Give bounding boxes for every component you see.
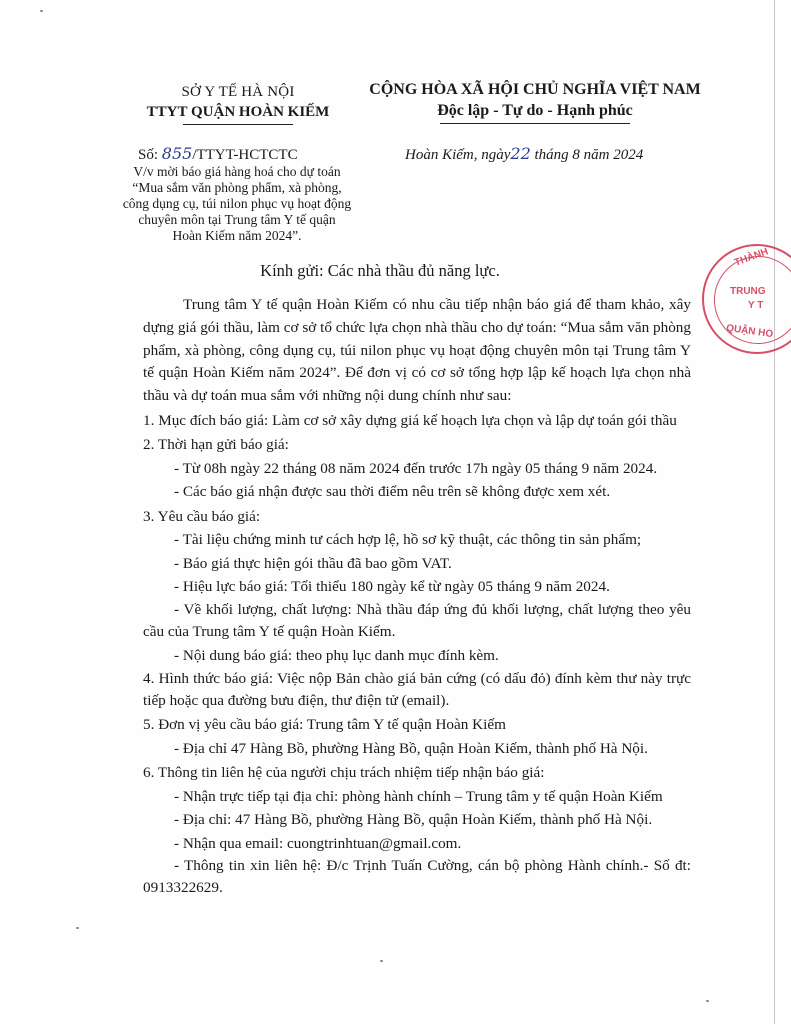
stamp-text: THÀNH [733, 246, 770, 269]
place-date-after: tháng 8 năm 2024 [530, 147, 644, 163]
subject-line: V/v mời báo giá hàng hoá cho dự toán [133, 164, 341, 179]
section-4: 4. Hình thức báo giá: Việc nộp Bản chào giá bản cứng (có dấu đỏ) đính kèm thư này trực tiếp hoặc qua đường bưu điện, thư điện tử (email). [143, 670, 691, 710]
section-6: 6. Thông tin liên hệ của người chịu trách nhiệm tiếp nhận báo giá: [143, 764, 545, 782]
unit-underline [183, 124, 293, 125]
scan-speck [706, 1000, 709, 1002]
section-6-bullet: - Nhận trực tiếp tại địa chỉ: phòng hành chính – Trung tâm y tế quận Hoàn Kiếm [174, 787, 663, 805]
scan-speck [380, 960, 383, 962]
section-5: 5. Đơn vị yêu cầu báo giá: Trung tâm Y tế quận Hoàn Kiếm [143, 716, 506, 734]
section-3-bullet: - Báo giá thực hiện gói thầu đã bao gồm VAT. [174, 554, 452, 572]
scan-speck [76, 927, 79, 929]
section-6-bullet: - Thông tin xin liên hệ: Đ/c Trịnh Tuấn Cường, cán bộ phòng Hành chính.- Số đt: 0913322629. [143, 857, 691, 897]
scan-speck [40, 10, 43, 12]
intro-paragraph: Trung tâm Y tế quận Hoàn Kiếm có nhu cầu tiếp nhận báo giá để tham khảo, xây dựng giá gói thầu, làm cơ sở tổ chức lựa chọn nhà thầu cho dự toán: “Mua sắm văn phòng phẩm, xà phòng, công dụng cụ, túi nilon phục vụ hoạt động chuyên môn tại Trung tâm Y tế quận Hoàn Kiếm năm 2024”. Để đơn vị có cơ sở tổng hợp lập kế hoạch lựa chọn nhà thầu và dự toán mua sắm với những nội dung chính như sau: [143, 296, 691, 405]
handwritten-day: 22 [510, 144, 531, 163]
motto-underline [440, 123, 630, 124]
section-2-bullet: - Từ 08h ngày 22 tháng 08 năm 2024 đến trước 17h ngày 05 tháng 9 năm 2024. [174, 459, 658, 477]
section-6-bullet: - Địa chỉ: 47 Hàng Bồ, phường Hàng Bồ, quận Hoàn Kiếm, thành phố Hà Nội. [174, 811, 653, 829]
doc-number-handwritten: 855 [161, 144, 193, 163]
section-5-bullet: - Địa chỉ 47 Hàng Bồ, phường Hàng Bồ, quận Hoàn Kiếm, thành phố Hà Nội. [174, 739, 648, 757]
issuer-block [128, 82, 348, 125]
document-number [138, 144, 298, 164]
place-date-before: Hoàn Kiếm, ngày [405, 147, 511, 163]
place-and-date [405, 144, 643, 164]
national-header [360, 80, 710, 124]
section-3-bullet: - Tài liệu chứng minh tư cách hợp lệ, hồ sơ kỹ thuật, các thông tin sản phẩm; [174, 531, 642, 549]
document-subject [108, 164, 366, 244]
subject-line: công dụng cụ, túi nilon phục vụ hoạt động [122, 196, 352, 211]
section-1: 1. Mục đích báo giá: Làm cơ sở xây dựng giá kế hoạch lựa chọn và lập dự toán gói thầu [143, 411, 677, 429]
issuing-unit: TTYT QUẬN HOÀN KIẾM [146, 104, 330, 120]
issuing-agency: SỞ Y TẾ HÀ NỘI [181, 84, 295, 100]
section-3-bullet: - Về khối lượng, chất lượng: Nhà thầu đáp ứng đủ khối lượng, chất lượng theo yêu cầu của Trung tâm Y tế quận Hoàn Kiếm. [143, 600, 691, 640]
stamp-text: QUẬN HO [725, 322, 774, 341]
subject-line: Hoàn Kiếm năm 2024”. [172, 228, 302, 243]
national-motto: Độc lập - Tự do - Hạnh phúc [437, 102, 633, 119]
subject-line: chuyên môn tại Trung tâm Y tế quận [138, 212, 336, 227]
doc-number-suffix: /TTYT-HCTCTC [192, 147, 298, 163]
section-2-bullet: - Các báo giá nhận được sau thời điểm nêu trên sẽ không được xem xét. [174, 483, 611, 501]
doc-number-prefix: Số: [138, 147, 162, 163]
section-2: 2. Thời hạn gửi báo giá: [143, 436, 289, 454]
stamp-text: TRUNG [730, 286, 766, 297]
section-3: 3. Yêu cầu báo giá: [143, 507, 261, 525]
section-6-bullet: - Nhận qua email: cuongtrinhtuan@gmail.com. [174, 834, 462, 852]
section-3-bullet: - Hiệu lực báo giá: Tối thiểu 180 ngày kể từ ngày 05 tháng 9 năm 2024. [174, 578, 610, 596]
page-edge-line [774, 0, 775, 1024]
salutation: Kính gửi: Các nhà thầu đủ năng lực. [260, 261, 500, 280]
document-body [143, 294, 691, 899]
section-3-bullet: - Nội dung báo giá: theo phụ lục danh mục đính kèm. [174, 646, 499, 664]
stamp-text: Y T [748, 300, 764, 311]
subject-line: “Mua sắm văn phòng phẩm, xà phòng, [132, 180, 342, 195]
nation-name: CỘNG HÒA XÃ HỘI CHỦ NGHĨA VIỆT NAM [369, 81, 701, 98]
